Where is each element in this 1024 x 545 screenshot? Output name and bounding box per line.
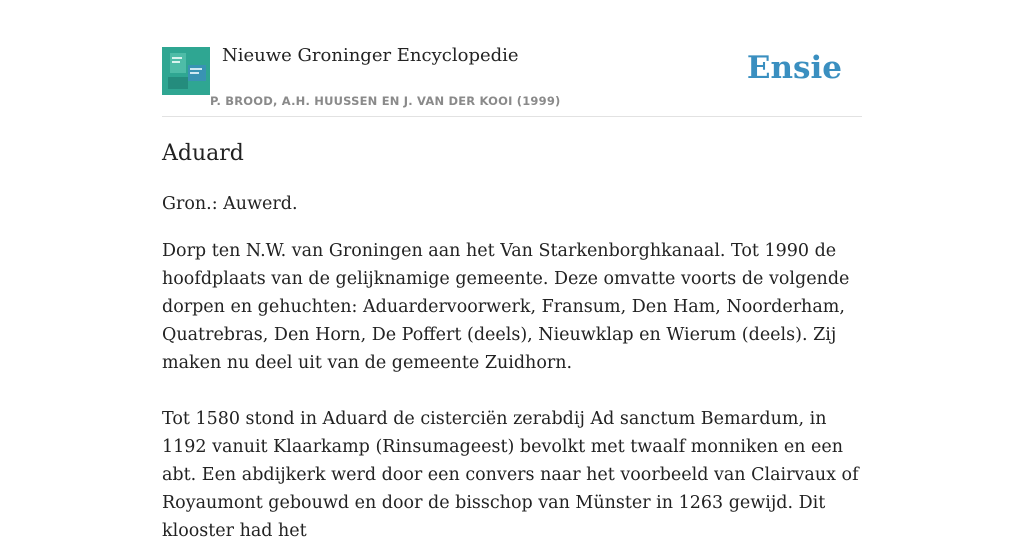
entry-alt-name: Gron.: Auwerd.: [162, 194, 298, 214]
book-authors: P. BROOD, A.H. HUUSSEN EN J. VAN DER KOOI (1999): [210, 94, 561, 108]
entry-content: [162, 138, 862, 545]
entry-paragraph: Tot 1580 stond in Aduard de cisterciën zerabdij Ad sanctum Bemardum, in 1192 vanuit Klaarkamp (Rinsumageest) bevolkt met twaalf monniken en een abt. Een abdijkerk werd door een convers naar het voorbeeld van Clairvaux of Royaumont gebouwd en door de bisschop van Münster in 1263 gewijd. Dit klooster had het: [162, 409, 859, 541]
book-header: [162, 0, 862, 117]
book-title[interactable]: Nieuwe Groninger Encyclopedie: [222, 45, 519, 66]
ensie-logo[interactable]: Ensie: [746, 50, 842, 86]
entry-title: Aduard: [162, 141, 244, 166]
entry-paragraph: Dorp ten N.W. van Groningen aan het Van Starkenborghkanaal. Tot 1990 de hoofdplaats van de gelijknamige gemeente. Deze omvatte voorts de volgende dorpen en gehuchten: Aduardervoorwerk, Fransum, Den Ham, Noorderham, Quatrebras, Den Horn, De Poffert (deels), Nieuwklap en Wierum (deels). Zij maken nu deel uit van de gemeente Zuidhorn.: [162, 241, 850, 373]
book-cover-icon[interactable]: [162, 47, 210, 95]
